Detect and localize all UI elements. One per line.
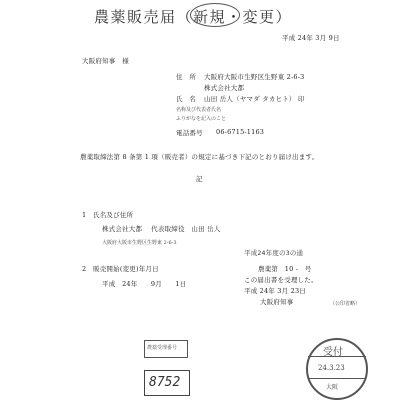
- reception-number: 農薬第 10 - 号: [258, 265, 312, 273]
- reception-handwritten: 平成24年度の3の通: [244, 249, 304, 257]
- received-stamp: [306, 338, 368, 400]
- section-1-address: 大阪府大阪市生野区生野東 2-6-3: [102, 240, 177, 246]
- name-note: 名称及び代表者氏名: [176, 107, 222, 113]
- section-1-company: 株式会社大都 代表取締役 山田 岳人: [102, 225, 221, 233]
- section-2-label: 2 販売開始(変更)年月日: [82, 265, 159, 273]
- seal-mark: 印: [298, 95, 305, 103]
- title-circled: 新規: [193, 8, 227, 26]
- body-text: 農薬取締法第 8 条第 1 項（販売者）の規定に基づき下記のとおり届け出ます。: [80, 153, 319, 161]
- received-date: 24.3.23: [318, 364, 345, 372]
- phone-number: 06-6715-1163: [216, 128, 265, 136]
- box-number: 8752: [149, 375, 181, 390]
- received-office: 大阪: [326, 384, 339, 391]
- seal-omitted-note: （公印省略）: [330, 301, 361, 307]
- phone-label: 電話番号: [176, 129, 203, 137]
- applicant-company: 株式会社大都: [204, 84, 245, 92]
- name-label: 氏 名: [176, 95, 197, 103]
- rect-stamp-label: 農薬受理番号: [147, 345, 178, 351]
- reception-office: 大阪府知事: [260, 298, 294, 306]
- applicant-address: 大阪府大阪市生野区生野東 2-6-3: [204, 73, 305, 81]
- circle-mark: [190, 3, 240, 27]
- title-suffix: ・変更）: [226, 8, 293, 26]
- title-prefix: 農薬販売届（: [94, 8, 194, 26]
- reception-date: 平成 24年 3月 23日: [244, 287, 306, 295]
- number-box-stamp: [144, 370, 190, 396]
- ki-heading: 記: [196, 175, 203, 183]
- received-label: 受付: [323, 347, 343, 358]
- receipt-number-stamp: [144, 340, 188, 358]
- submission-date: 平成 24年 3月 9日: [282, 34, 340, 42]
- furigana-note: ふりがなを記入のこと: [176, 116, 227, 122]
- address-label: 住 所: [176, 73, 197, 81]
- section-2-date: 平成 24年 9月 1日: [102, 280, 187, 288]
- reception-line: この届出書を受理した。: [244, 276, 318, 284]
- section-1-label: 1 氏名及び住所: [82, 211, 134, 219]
- addressee: 大阪府知事 様: [82, 57, 129, 65]
- applicant-name: 山田 岳人（ヤマダ タカヒト）: [204, 95, 296, 103]
